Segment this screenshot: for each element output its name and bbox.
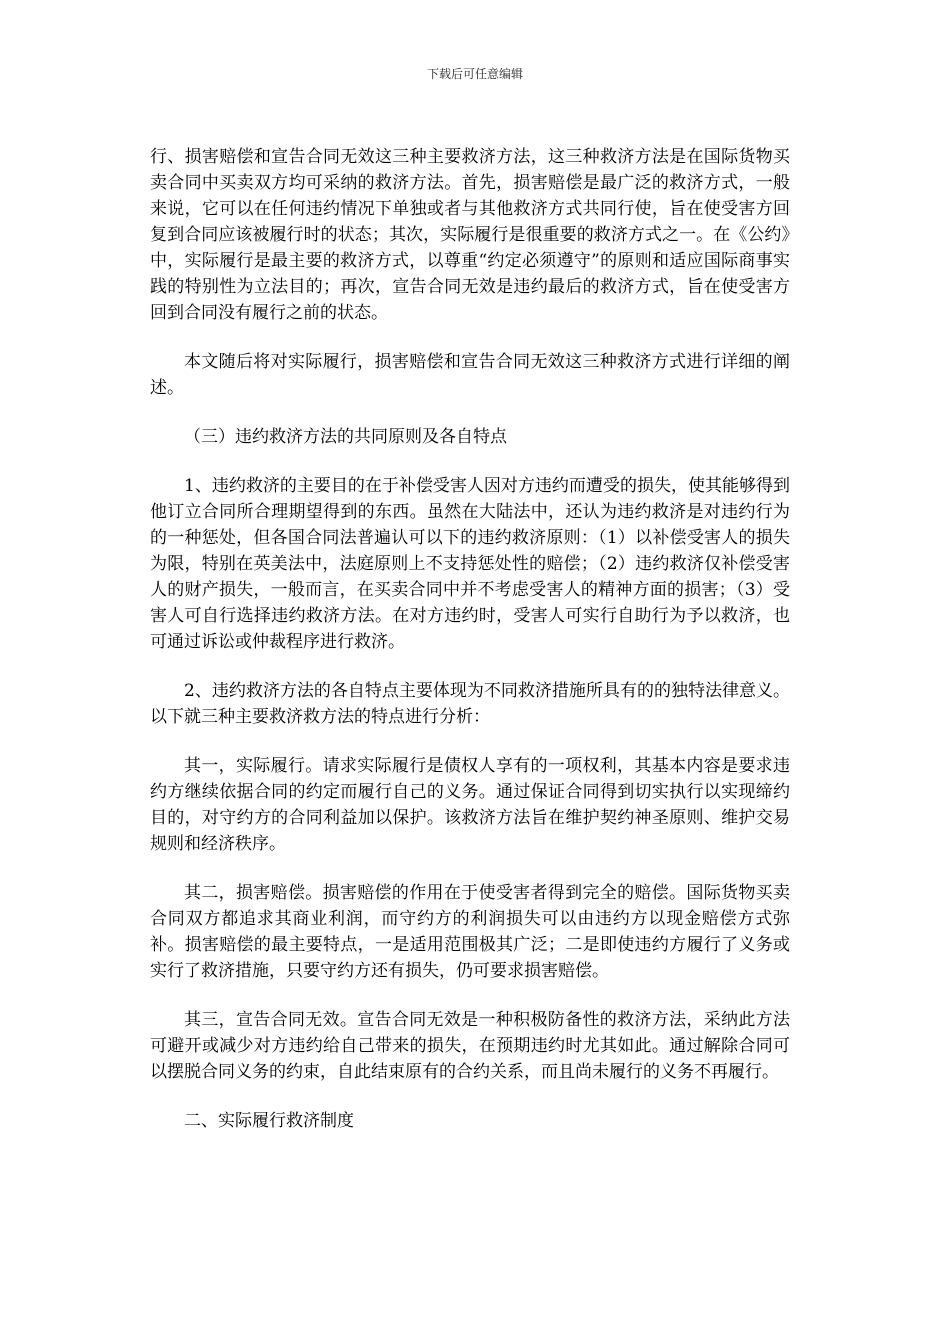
paragraph: 其一，实际履行。请求实际履行是债权人享有的一项权利，其基本内容是要求违约方继续依据合同的约定而履行自己的义务。通过保证合同得到切实执行以实现缔约目的，对守约方的合同利益加以保护。该救济方法旨在维护契约神圣原则、维护交易规则和经济秩序。 <box>150 756 790 854</box>
paragraph: 1、违约救济的主要目的在于补偿受害人因对方违约而遭受的损失，使其能够得到他订立合同所合理期望得到的东西。虽然在大陆法中，还认为违约救济是对违约行为的一种惩处，但各国合同法普遍认可以下的违约救济原则：（1）以补偿受害人的损失为限，特别在英美法中，法庭原则上不支持惩处性的赔偿；（2）违约救济仅补偿受害人的财产损失，一般而言，在买卖合同中并不考虑受害人的精神方面的损害；（3）受害人可自行选择违约救济方法。在对方违约时，受害人可实行自助行为予以救济，也可通过诉讼或仲裁程序进行救济。 <box>150 476 790 652</box>
paragraph: 2、违约救济方法的各自特点主要体现为不同救济措施所具有的的独特法律意义。以下就三种主要救济救方法的特点进行分析： <box>150 681 790 727</box>
paragraph: 本文随后将对实际履行，损害赔偿和宣告合同无效这三种救济方式进行详细的阐述。 <box>150 352 790 398</box>
section-heading: （三）违约救济方法的共同原则及各自特点 <box>184 427 507 447</box>
paragraph: 其三，宣告合同无效。宣告合同无效是一种积极防备性的救济方法，采纳此方法可避开或减少对方违约给自己带来的损失，在预期违约时尤其如此。通过解除合同可以摆脱合同义务的约束，自此结束原有的合约关系，而且尚未履行的义务不再履行。 <box>150 1010 790 1082</box>
paragraph: 其二，损害赔偿。损害赔偿的作用在于使受害者得到完全的赔偿。国际货物买卖合同双方都追求其商业利润，而守约方的利润损失可以由违约方以现金赔偿方式弥补。损害赔偿的最主要特点，一是适用范围极其广泛；二是即使违约方履行了义务或实行了救济措施，只要守约方还有损失，仍可要求损害赔偿。 <box>150 883 790 981</box>
document-body <box>150 144 790 1157</box>
page-header: 下载后可任意编辑 <box>426 67 523 81</box>
section-heading: 二、实际履行救济制度 <box>184 1111 354 1131</box>
paragraph-continuation: 行、损害赔偿和宣告合同无效这三种主要救济方法，这三种救济方法是在国际货物买卖合同中买卖双方均可采纳的救济方法。首先，损害赔偿是最广泛的救济方式，一般来说，它可以在任何违约情况下单独或者与其他救济方式共同行使，旨在使受害方回复到合同应该被履行时的状态；其次，实际履行是很重要的救济方式之一。在《公约》中，实际履行是最主要的救济方式，以尊重“约定必须遵守”的原则和适应国际商事实践的特别性为立法目的；再次，宣告合同无效是违约最后的救济方式，旨在使受害方回到合同没有履行之前的状态。 <box>150 147 790 323</box>
